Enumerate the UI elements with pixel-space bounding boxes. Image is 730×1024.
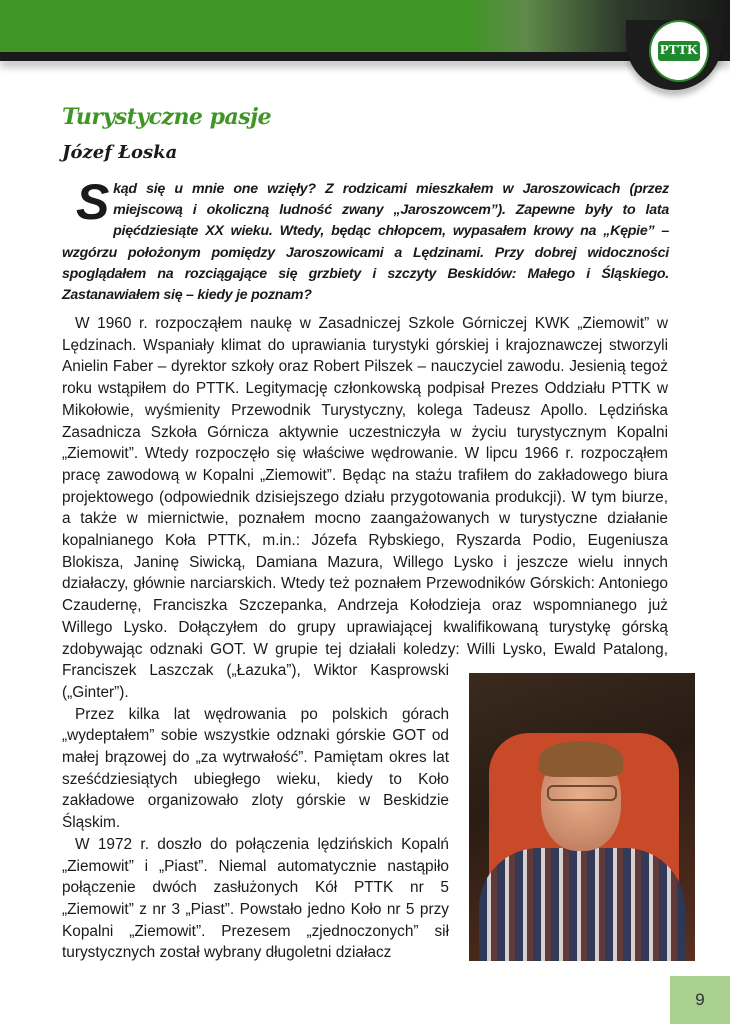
header-band-shadow bbox=[0, 52, 730, 61]
paragraph: W 1960 r. rozpocząłem naukę w Zasadniczej Szkole Górniczej KWK „Ziemowit” w Lędzinach. Wspaniały klimat do uprawiania turystyki górskiej i krajoznawczej stworzyli Anielin Faber – dyrektor szkoły oraz Robert Pilszek – nauczyciel zawodu. Jesienią tegoż roku wstąpiłem do PTTK. Legitymację członkowską podpisał Prezes Oddziału PTTK w Mikołowie, wyśmienity Przewodnik Turystyczny, kolega Tadeusz Apollo. Lędzińska Zasadnicza Szkoła Górnicza aktywnie uczestniczyła w życiu turystycznym Kopalni „Ziemowit”. Wtedy rozpoczęło się właściwe wędrowanie. W lipcu 1966 r. rozpocząłem pracę zawodową w Kopalni „Ziemowit”. Będąc na stażu trafiłem do zakładowego biura projektowego (odpowiednik dzisiejszego działu przygotowania produkcji). W tym biurze, a także w miernictwie, poznałem mocno zaangażowanych w turystyczne działanie kopalnianego Koła PTTK, m.in.: Józefa Rybskiego, Ryszarda Podio, Eugeniusza Blokisza, Janinę Siwicką, Damiana Mazura, Willego Lysko i jeszcze wielu innych działaczy, głównie narciarskich. Wtedy też poznałem Przewodników Górskich: Antoniego Czaudernę, Franciszka Szczepanka, Andrzeja Kołodzieja oraz wspomnianego już Willego Lysko. Dołączyłem do grupy uprawiającej kwalifikowaną turystykę górską zdobywając odznaki GOT. W grupie tej działali koledzy: Willi Lysko, Ewald Patalong, Franciszek Laszczak („Łazuka”), Wiktor Kasprowski („Ginter”). bbox=[62, 315, 668, 701]
paragraph: Przez kilka lat wędrowania po polskich górach „wydeptałem” sobie wszystkie odznaki górskie GOT od małej brązowej do „za wytrwałość”. Pamiętam okres lat sześćdziesiątych ubiegłego wieku, kiedy to Koło zakładowe organizowało zloty górskie w Beskidzie Śląskim. bbox=[62, 705, 449, 832]
paragraph: W 1972 r. doszło do połączenia lędzińskich Kopalń „Ziemowit” i „Piast”. Niemal automatycznie nastąpiło połączenie dwóch zasłużonych Kół PTTK nr 5 „Ziemowit” z nr 3 „Piast”. Powstało jedno Koło nr 5 przy Kopalni „Ziemowit”. Prezesem „zjednoczonych” sił turystycznych został wybrany długoletni działacz bbox=[62, 835, 449, 962]
author-photo bbox=[469, 673, 695, 961]
pttk-logo-text: PTTK bbox=[658, 41, 700, 61]
header-band bbox=[0, 0, 730, 52]
article-title: Turystyczne pasje bbox=[62, 104, 272, 130]
article-lead bbox=[62, 174, 669, 306]
lead-text: kąd się u mnie one wzięły? Z rodzicami mieszkałem w Jaroszowicach (przez miejscową i okoliczną ludność zwany „Jaroszowcem”). Zapewne były to lata pięćdziesiąte XX wieku. Wtedy, będąc chłopcem, wypasałem krowy na „Kępie” – wzgórzu położonym pomiędzy Jaroszowicami a Lędzinami. Przy dobrej widoczności spoglądałem na rozciągające się grzbiety i szczyty Beskidów: Małego i Śląskiego. Zastanawiałem się – kiedy je poznam? bbox=[62, 181, 669, 304]
pttk-logo bbox=[649, 20, 709, 82]
article-author: Józef Łoska bbox=[62, 142, 178, 163]
article-body bbox=[62, 313, 668, 964]
drop-cap: S bbox=[76, 174, 110, 230]
page-number: 9 bbox=[670, 976, 730, 1024]
